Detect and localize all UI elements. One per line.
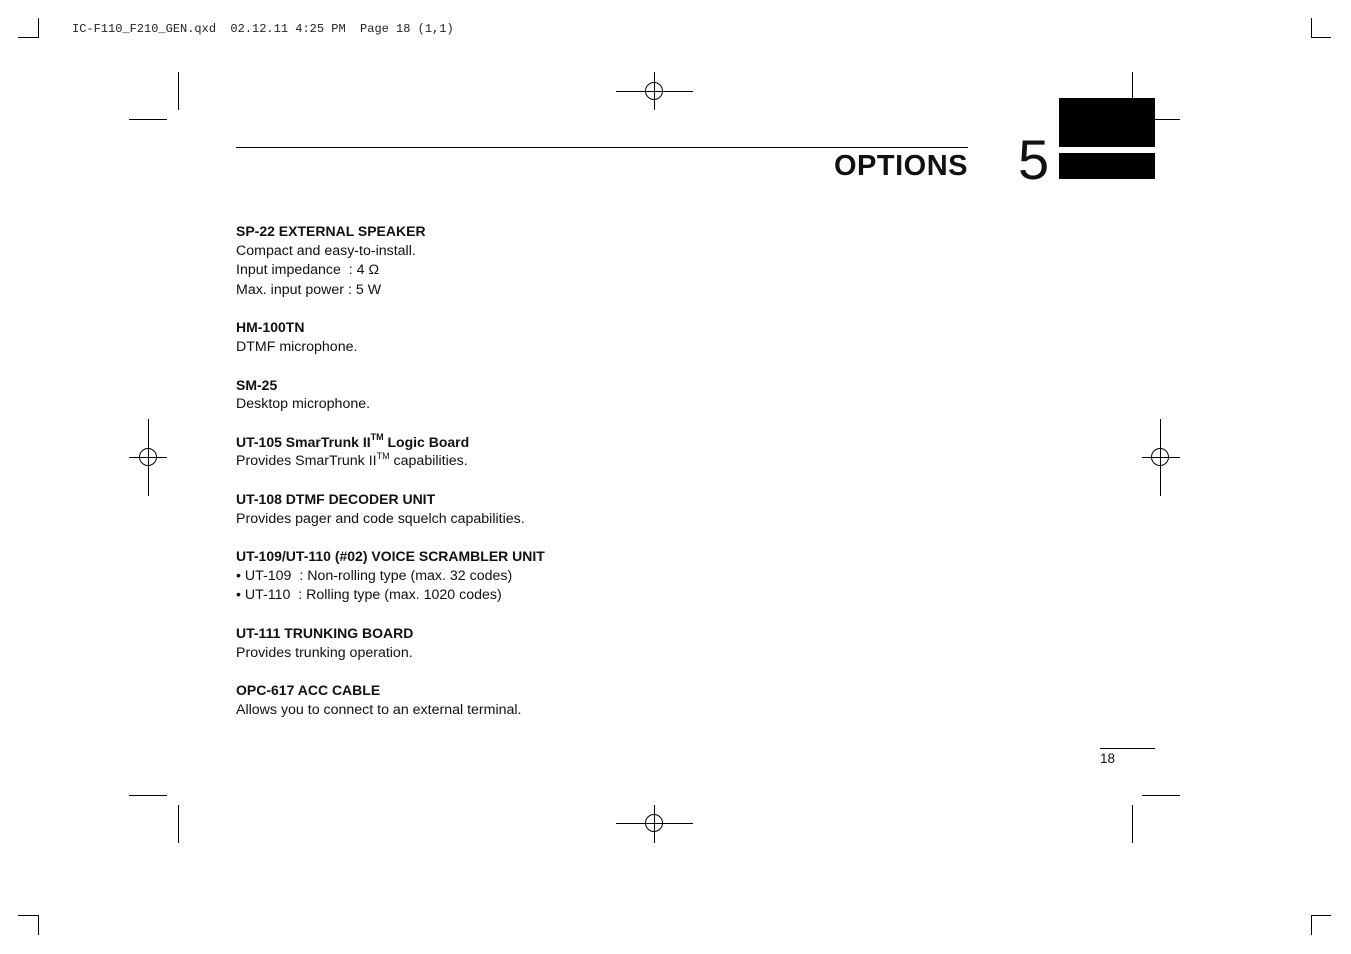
option-sp22 bbox=[236, 222, 836, 300]
heading-text: UT-105 SmarTrunk II bbox=[236, 433, 371, 450]
options-list bbox=[236, 222, 836, 738]
option-description: Provides trunking operation. bbox=[236, 644, 413, 661]
option-sm25 bbox=[236, 376, 836, 415]
chapter-tab-block-bottom bbox=[1059, 153, 1155, 179]
option-description: Provides pager and code squelch capabilities. bbox=[236, 510, 525, 527]
option-description: Compact and easy-to-install. bbox=[236, 242, 416, 259]
print-slug: IC-F110_F210_GEN.qxd 02.12.11 4:25 PM Page 18 (1,1) bbox=[72, 22, 454, 36]
option-heading: UT-108 DTMF DECODER UNIT bbox=[236, 490, 436, 507]
option-heading: HM-100TN bbox=[236, 319, 305, 336]
option-spec: Max. input power : 5 W bbox=[236, 281, 382, 298]
option-description bbox=[236, 452, 836, 472]
option-heading: UT-109/UT-110 (#02) VOICE SCRAMBLER UNIT bbox=[236, 548, 545, 565]
option-ut105 bbox=[236, 433, 836, 472]
option-description: Desktop microphone. bbox=[236, 396, 371, 413]
option-bullet: • UT-110 : Rolling type (max. 1020 codes) bbox=[236, 587, 502, 604]
option-bullet: • UT-109 : Non-rolling type (max. 32 codes) bbox=[236, 567, 513, 584]
page-number: 18 bbox=[1100, 751, 1116, 766]
option-heading bbox=[236, 433, 836, 453]
page-number-rule bbox=[1100, 748, 1155, 749]
option-heading: SP-22 EXTERNAL SPEAKER bbox=[236, 223, 426, 239]
option-heading: UT-111 TRUNKING BOARD bbox=[236, 624, 414, 641]
chapter-title-rule bbox=[236, 147, 968, 148]
option-opc617 bbox=[236, 681, 836, 720]
option-ut108 bbox=[236, 490, 836, 529]
chapter-title: OPTIONS bbox=[833, 150, 968, 182]
chapter-tab-block-top bbox=[1059, 98, 1155, 147]
chapter-number: 5 bbox=[1018, 128, 1050, 191]
option-heading: OPC-617 ACC CABLE bbox=[236, 682, 381, 699]
option-spec: Input impedance : 4 Ω bbox=[236, 262, 380, 279]
heading-text: Logic Board bbox=[383, 433, 470, 450]
option-description: Allows you to connect to an external terminal. bbox=[236, 701, 522, 718]
option-hm100tn bbox=[236, 318, 836, 357]
option-heading: SM-25 bbox=[236, 376, 278, 393]
option-ut111 bbox=[236, 624, 836, 663]
trademark-superscript: TM bbox=[370, 432, 384, 443]
option-ut109-ut110 bbox=[236, 547, 836, 606]
option-description: DTMF microphone. bbox=[236, 338, 358, 355]
trademark-superscript: TM bbox=[376, 450, 390, 461]
description-text: Provides SmarTrunk II bbox=[236, 453, 377, 470]
description-text: capabilities. bbox=[389, 453, 468, 470]
